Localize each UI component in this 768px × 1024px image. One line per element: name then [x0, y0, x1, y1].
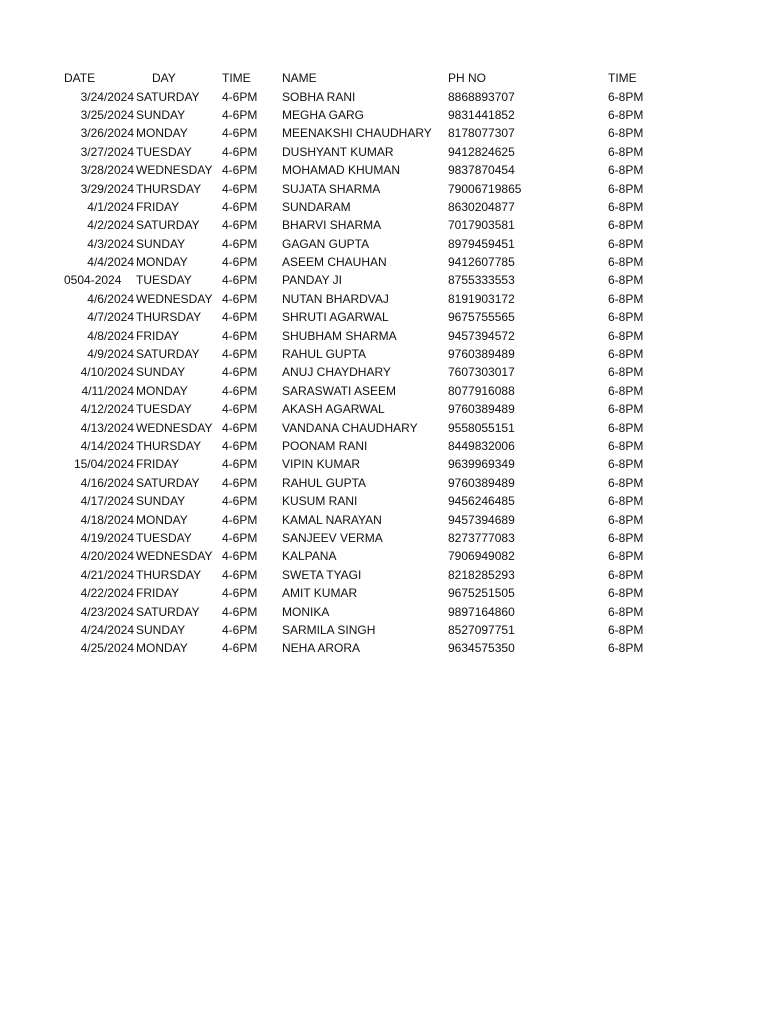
table-row: [60, 308, 674, 326]
date-cell: 4/1/2024: [87, 199, 134, 214]
name-cell: SOBHA RANI: [282, 89, 356, 104]
date-cell: 3/27/2024: [80, 144, 134, 159]
day-cell: TUESDAY: [136, 144, 192, 159]
name-cell: MEGHA GARG: [282, 107, 365, 122]
time-cell: 4-6PM: [222, 641, 258, 656]
day-cell: THURSDAY: [136, 310, 202, 325]
name-cell: ANUJ CHAYDHARY: [282, 365, 391, 380]
time-cell: 4-6PM: [222, 126, 258, 141]
phone-cell: 9675755565: [448, 310, 515, 325]
day-cell: THURSDAY: [136, 567, 202, 582]
header-time: TIME: [222, 71, 251, 86]
date-cell: 0504-2024: [64, 273, 122, 288]
name-cell: SHRUTI AGARWAL: [282, 310, 389, 325]
table-row: [60, 345, 674, 363]
time-cell: 4-6PM: [222, 622, 258, 637]
time-2-cell: 6-8PM: [608, 567, 644, 582]
day-cell: FRIDAY: [136, 328, 180, 343]
name-cell: NEHA ARORA: [282, 641, 361, 656]
phone-cell: 9760389489: [448, 475, 515, 490]
day-cell: SUNDAY: [136, 622, 186, 637]
header-phone: PH NO: [448, 71, 487, 86]
table-row: [60, 510, 674, 528]
table-row: [60, 290, 674, 308]
time-2-cell: 6-8PM: [608, 199, 644, 214]
time-2-cell: 6-8PM: [608, 586, 644, 601]
name-cell: KALPANA: [282, 549, 337, 564]
table-row: [60, 639, 674, 657]
name-cell: RAHUL GUPTA: [282, 347, 367, 362]
table-row: [60, 363, 674, 381]
time-2-cell: 6-8PM: [608, 622, 644, 637]
time-2-cell: 6-8PM: [608, 475, 644, 490]
name-cell: GAGAN GUPTA: [282, 236, 370, 251]
time-cell: 4-6PM: [222, 255, 258, 270]
table-row: [60, 492, 674, 510]
table-row: [60, 474, 674, 492]
time-cell: 4-6PM: [222, 530, 258, 545]
table-row: [60, 602, 674, 620]
day-cell: WEDNESDAY: [136, 420, 213, 435]
time-cell: 4-6PM: [222, 402, 258, 417]
phone-cell: 9558055151: [448, 420, 515, 435]
phone-cell: 8077916088: [448, 383, 515, 398]
time-2-cell: 6-8PM: [608, 512, 644, 527]
date-cell: 3/29/2024: [80, 181, 134, 196]
date-cell: 4/11/2024: [81, 383, 134, 398]
name-cell: KAMAL NARAYAN: [282, 512, 382, 527]
time-cell: 4-6PM: [222, 365, 258, 380]
day-cell: MONDAY: [136, 126, 188, 141]
phone-cell: 9675251505: [448, 586, 515, 601]
day-cell: SATURDAY: [136, 218, 200, 233]
time-cell: 4-6PM: [222, 273, 258, 288]
day-cell: SATURDAY: [136, 347, 200, 362]
name-cell: MONIKA: [282, 604, 330, 619]
time-cell: 4-6PM: [222, 604, 258, 619]
time-2-cell: 6-8PM: [608, 530, 644, 545]
header-name: NAME: [282, 71, 317, 86]
date-cell: 3/28/2024: [80, 163, 134, 178]
phone-cell: 8449832006: [448, 439, 515, 453]
day-cell: TUESDAY: [136, 530, 192, 545]
day-cell: FRIDAY: [136, 457, 180, 472]
table-row: [60, 271, 674, 289]
day-cell: FRIDAY: [136, 199, 180, 214]
date-cell: 4/3/2024: [87, 236, 134, 251]
table-row: [60, 584, 674, 602]
table-row: [60, 326, 674, 344]
date-cell: 4/14/2024: [80, 439, 134, 453]
phone-cell: 7017903581: [448, 218, 515, 233]
phone-cell: 7906949082: [448, 549, 515, 564]
name-cell: SARMILA SINGH: [282, 622, 376, 637]
table-row: [60, 547, 674, 565]
time-cell: 4-6PM: [222, 549, 258, 564]
time-2-cell: 6-8PM: [608, 107, 644, 122]
table-row: [60, 179, 674, 197]
name-cell: SARASWATI ASEEM: [282, 383, 397, 398]
phone-cell: 9456246485: [448, 494, 515, 509]
time-cell: 4-6PM: [222, 328, 258, 343]
name-cell: POONAM RANI: [282, 439, 368, 453]
date-cell: 4/22/2024: [80, 586, 134, 601]
table-row: [60, 124, 674, 142]
phone-cell: 8191903172: [448, 291, 515, 306]
header-date: DATE: [64, 71, 96, 86]
time-cell: 4-6PM: [222, 163, 258, 178]
table-row: [60, 143, 674, 161]
phone-cell: 9639969349: [448, 457, 515, 472]
phone-cell: 9412824625: [448, 144, 515, 159]
date-cell: 4/17/2024: [80, 494, 134, 509]
phone-cell: 9457394689: [448, 512, 515, 527]
day-cell: WEDNESDAY: [136, 549, 213, 564]
time-cell: 4-6PM: [222, 89, 258, 104]
time-cell: 4-6PM: [222, 383, 258, 398]
date-cell: 4/8/2024: [87, 328, 134, 343]
day-cell: SUNDAY: [136, 494, 186, 509]
table-row: [60, 437, 674, 455]
phone-cell: 9634575350: [448, 641, 515, 656]
date-cell: 4/25/2024: [80, 641, 134, 656]
phone-cell: 9897164860: [448, 604, 515, 619]
name-cell: AMIT KUMAR: [282, 586, 358, 601]
time-2-cell: 6-8PM: [608, 494, 644, 509]
table-row: [60, 253, 674, 271]
date-cell: 4/7/2024: [87, 310, 134, 325]
phone-cell: 7607303017: [448, 365, 515, 380]
day-cell: SATURDAY: [136, 475, 200, 490]
table-row: [60, 529, 674, 547]
phone-cell: 9760389489: [448, 402, 515, 417]
date-cell: 4/19/2024: [80, 530, 134, 545]
date-cell: 4/12/2024: [80, 402, 134, 417]
phone-cell: 8755333553: [448, 273, 515, 288]
phone-cell: 8527097751: [448, 622, 515, 637]
time-2-cell: 6-8PM: [608, 144, 644, 159]
date-cell: 4/13/2024: [80, 420, 134, 435]
time-2-cell: 6-8PM: [608, 641, 644, 656]
time-cell: 4-6PM: [222, 218, 258, 233]
time-cell: 4-6PM: [222, 181, 258, 196]
name-cell: MOHAMAD KHUMAN: [282, 163, 401, 178]
schedule-rows: [60, 87, 674, 657]
phone-cell: 8979459451: [448, 236, 515, 251]
time-cell: 4-6PM: [222, 107, 258, 122]
date-cell: 4/21/2024: [80, 567, 134, 582]
time-cell: 4-6PM: [222, 347, 258, 362]
time-2-cell: 6-8PM: [608, 181, 644, 196]
date-cell: 4/9/2024: [87, 347, 134, 362]
time-2-cell: 6-8PM: [608, 328, 644, 343]
day-cell: MONDAY: [136, 255, 188, 270]
date-cell: 4/16/2024: [80, 475, 134, 490]
day-cell: MONDAY: [136, 512, 188, 527]
table-row: [60, 106, 674, 124]
time-2-cell: 6-8PM: [608, 273, 644, 288]
header-time-2: TIME: [608, 71, 637, 86]
date-cell: 4/24/2024: [80, 622, 134, 637]
name-cell: PANDAY JI: [282, 273, 343, 288]
table-row: [60, 161, 674, 179]
name-cell: BHARVI SHARMA: [282, 218, 382, 233]
phone-cell: 79006719865: [448, 181, 522, 196]
day-cell: WEDNESDAY: [136, 163, 213, 178]
day-cell: SUNDAY: [136, 236, 186, 251]
table-row: [60, 216, 674, 234]
time-2-cell: 6-8PM: [608, 383, 644, 398]
name-cell: VANDANA CHAUDHARY: [282, 420, 418, 435]
date-cell: 3/25/2024: [80, 107, 134, 122]
day-cell: SATURDAY: [136, 604, 200, 619]
name-cell: VIPIN KUMAR: [282, 457, 361, 472]
time-cell: 4-6PM: [222, 199, 258, 214]
name-cell: SHUBHAM SHARMA: [282, 328, 397, 343]
phone-cell: 9831441852: [448, 107, 515, 122]
name-cell: RAHUL GUPTA: [282, 475, 367, 490]
time-2-cell: 6-8PM: [608, 402, 644, 417]
header-row: [60, 69, 674, 87]
time-2-cell: 6-8PM: [608, 310, 644, 325]
time-2-cell: 6-8PM: [608, 365, 644, 380]
table-row: [60, 418, 674, 436]
table-row: [60, 400, 674, 418]
phone-cell: 9412607785: [448, 255, 515, 270]
time-cell: 4-6PM: [222, 439, 258, 453]
phone-cell: 9760389489: [448, 347, 515, 362]
name-cell: SUNDARAM: [282, 199, 351, 214]
time-cell: 4-6PM: [222, 475, 258, 490]
day-cell: MONDAY: [136, 383, 188, 398]
schedule-sheet: [0, 69, 768, 658]
date-cell: 3/24/2024: [80, 89, 134, 104]
time-2-cell: 6-8PM: [608, 126, 644, 141]
date-cell: 4/18/2024: [80, 512, 134, 527]
name-cell: ASEEM CHAUHAN: [282, 255, 387, 270]
table-row: [60, 87, 674, 105]
phone-cell: 9837870454: [448, 163, 515, 178]
date-cell: 4/20/2024: [80, 549, 134, 564]
date-cell: 15/04/2024: [73, 457, 134, 472]
date-cell: 4/2/2024: [87, 218, 134, 233]
day-cell: TUESDAY: [136, 402, 192, 417]
date-cell: 4/4/2024: [87, 255, 134, 270]
time-2-cell: 6-8PM: [608, 255, 644, 270]
name-cell: MEENAKSHI CHAUDHARY: [282, 126, 432, 141]
name-cell: AKASH AGARWAL: [282, 402, 385, 417]
time-cell: 4-6PM: [222, 236, 258, 251]
time-cell: 4-6PM: [222, 586, 258, 601]
phone-cell: 8218285293: [448, 567, 515, 582]
table-row: [60, 621, 674, 639]
day-cell: MONDAY: [136, 641, 188, 656]
table-row: [60, 566, 674, 584]
time-cell: 4-6PM: [222, 310, 258, 325]
phone-cell: 8868893707: [448, 89, 515, 104]
header-day: DAY: [152, 71, 176, 86]
day-cell: TUESDAY: [136, 273, 192, 288]
name-cell: DUSHYANT KUMAR: [282, 144, 394, 159]
time-cell: 4-6PM: [222, 420, 258, 435]
day-cell: FRIDAY: [136, 586, 180, 601]
phone-cell: 8630204877: [448, 199, 515, 214]
time-cell: 4-6PM: [222, 457, 258, 472]
time-2-cell: 6-8PM: [608, 420, 644, 435]
day-cell: SUNDAY: [136, 107, 186, 122]
time-2-cell: 6-8PM: [608, 457, 644, 472]
time-2-cell: 6-8PM: [608, 163, 644, 178]
time-2-cell: 6-8PM: [608, 604, 644, 619]
day-cell: WEDNESDAY: [136, 291, 213, 306]
time-cell: 4-6PM: [222, 494, 258, 509]
date-cell: 3/26/2024: [80, 126, 134, 141]
time-2-cell: 6-8PM: [608, 439, 644, 453]
name-cell: NUTAN BHARDVAJ: [282, 291, 389, 306]
time-2-cell: 6-8PM: [608, 291, 644, 306]
phone-cell: 8273777083: [448, 530, 515, 545]
phone-cell: 9457394572: [448, 328, 515, 343]
time-cell: 4-6PM: [222, 512, 258, 527]
date-cell: 4/6/2024: [87, 291, 134, 306]
table-row: [60, 382, 674, 400]
schedule-table: [60, 69, 674, 658]
day-cell: THURSDAY: [136, 439, 202, 453]
phone-cell: 8178077307: [448, 126, 515, 141]
time-cell: 4-6PM: [222, 144, 258, 159]
date-cell: 4/23/2024: [80, 604, 134, 619]
day-cell: SUNDAY: [136, 365, 186, 380]
time-2-cell: 6-8PM: [608, 236, 644, 251]
time-2-cell: 6-8PM: [608, 89, 644, 104]
time-cell: 4-6PM: [222, 567, 258, 582]
date-cell: 4/10/2024: [80, 365, 134, 380]
time-2-cell: 6-8PM: [608, 549, 644, 564]
name-cell: SWETA TYAGI: [282, 567, 362, 582]
time-2-cell: 6-8PM: [608, 218, 644, 233]
name-cell: KUSUM RANI: [282, 494, 358, 509]
table-row: [60, 455, 674, 473]
day-cell: SATURDAY: [136, 89, 200, 104]
name-cell: SUJATA SHARMA: [282, 181, 381, 196]
time-cell: 4-6PM: [222, 291, 258, 306]
table-row: [60, 198, 674, 216]
table-row: [60, 235, 674, 253]
name-cell: SANJEEV VERMA: [282, 530, 383, 545]
time-2-cell: 6-8PM: [608, 347, 644, 362]
day-cell: THURSDAY: [136, 181, 202, 196]
